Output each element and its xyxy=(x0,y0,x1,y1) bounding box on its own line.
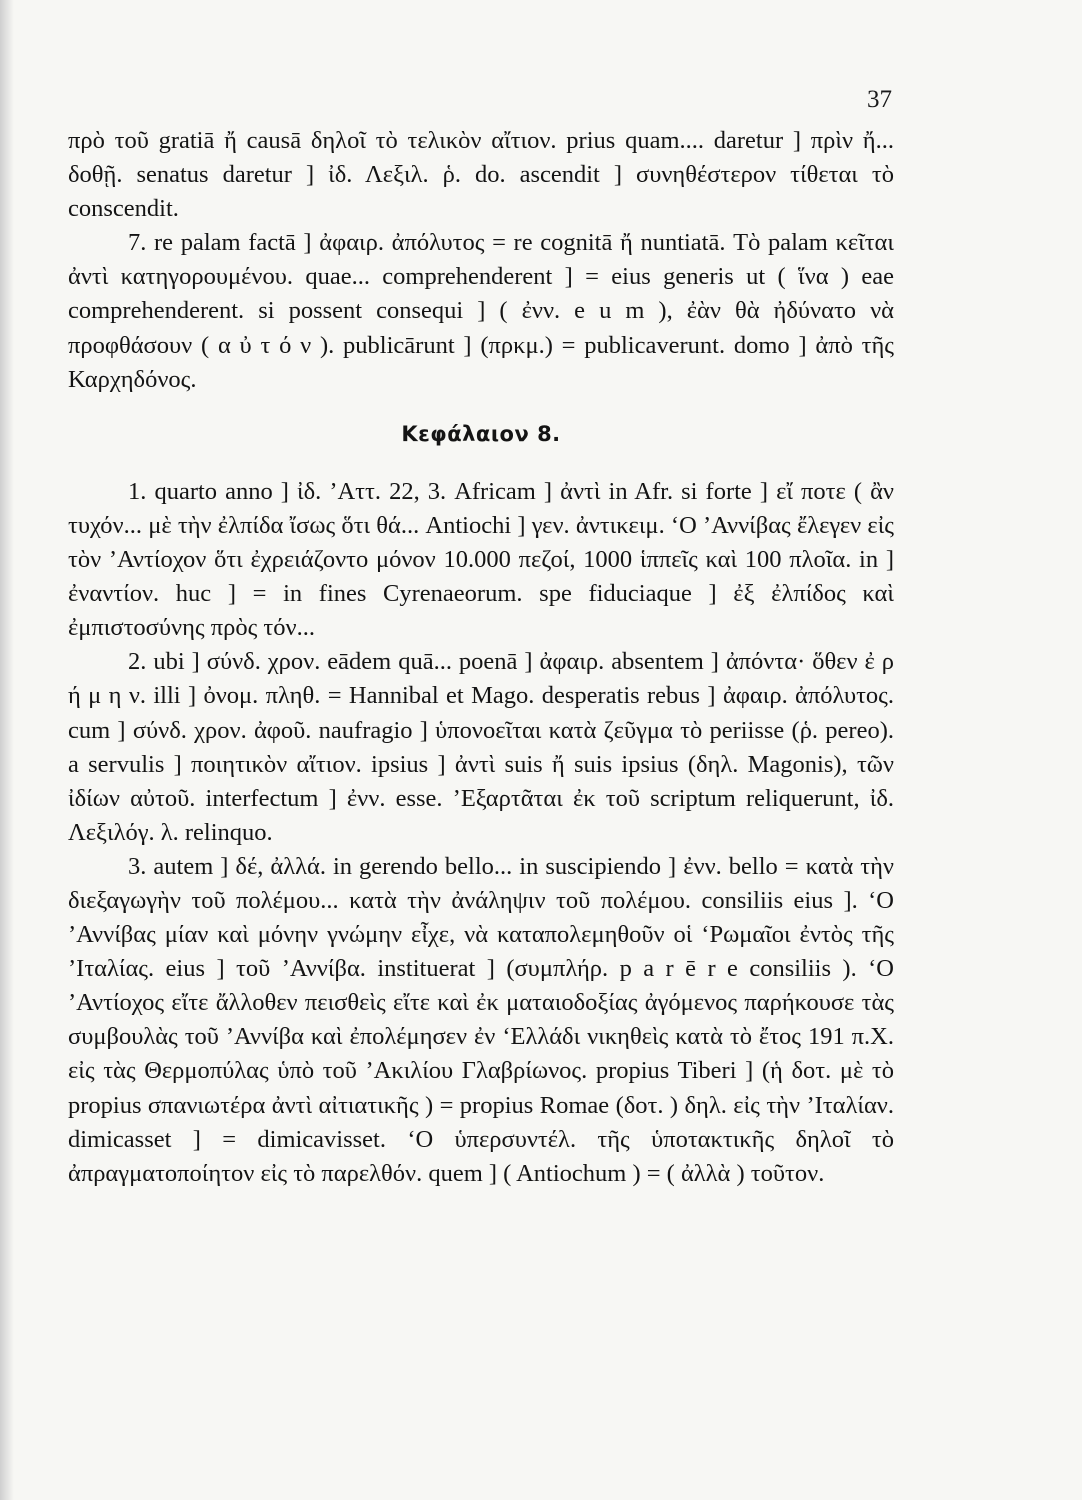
paragraph-note-3: 3. autem ] δέ, ἀλλά. in gerendo bello... in suscipiendo ] ἐνν. bello = κατὰ τὴν διεξαγωγὴν τοῦ πολέμου... κατὰ τὴν ἀνάληψιν τοῦ πολέμου. consiliis eius ]. ‘Ο ’Αννίβας μίαν καὶ μόνην γνώμην εἶχε, νὰ καταπολεμηθοῦν οἱ ‘Ρωμαῖοι ἐντὸς τῆς ’Ιταλίας. eius ] τοῦ ’Αννίβα. instituerat ] (συμπλήρ. p a r ē r e consiliis ). ‘Ο ’Αντίοχος εἴτε ἄλλοθεν πεισθεὶς εἴτε καὶ ἐκ ματαιοδοξίας ἀγόμενος παρήκουσε τὰς συμβουλὰς τοῦ ’Αννίβα καὶ ἐπολέμησεν ἐν ‘Ελλάδι νικηθεὶς κατὰ τὸ ἔτος 191 π.Χ. εἰς τὰς Θερμοπύλας ὑπὸ τοῦ ’Ακιλίου Γλαβρίωνος. propius Tiberi ] (ἡ δοτ. μὲ τὸ propius σπανιωτέρα ἀντὶ αἰτιατικῆς ) = propius Romae (δοτ. ) δηλ. εἰς τὴν ’Ιταλίαν. dimicasset ] = dimicavisset. ‘Ο ὑπερσυντέλ. τῆς ὑποτακτικῆς δηλοῖ τὸ ἀπραγματοποίητον εἰς τὸ παρελθόν. quem ] ( Antiochum ) = ( ἀλλὰ ) τοῦτον. xyxy=(68,852,894,1187)
paragraph-note-2: 2. ubi ] σύνδ. χρον. eādem quā... poenā ] ἀφαιρ. absentem ] ἀπόντα· ὅθεν ἐ ρ ή μ η ν. illi ] ὀνομ. πληθ. = Hannibal et Mago. desperatis rebus ] ἀφαιρ. ἀπόλυτος. cum ] σύνδ. χρον. ἀφοῦ. naufragio ] ὑπονοεῖται κατὰ ζεῦγμα τὸ periisse (ῥ. pereo). a servulis ] ποιητικὸν αἴτιον. ipsius ] ἀντὶ suis ἤ suis ipsius (δηλ. Magonis), τῶν ἰδίων αὐτοῦ. interfectum ] ἐνν. esse. ’Εξαρτᾶται ἐκ τοῦ scriptum reliquerunt, ἰδ. Λεξιλόγ. λ. relinquo. xyxy=(68,648,894,846)
paragraph-continuation: πρὸ τοῦ gratiā ἤ causā δηλοῖ τὸ τελικὸν αἴτιον. prius quam.... daretur ] πρὶν ἤ... δοθῇ. senatus daretur ] ἰδ. Λεξιλ. ῥ. do. ascendit ] συνηθέστερον τίθεται τὸ conscendit. xyxy=(68,127,894,223)
page-edge-shadow xyxy=(0,0,14,1500)
paragraph-note-7: 7. re palam factā ] ἀφαιρ. ἀπόλυτος = re cognitā ἤ nuntiatā. Τὸ palam κεῖται ἀντὶ κατηγορουμένου. quae... comprehenderent ] = eius generis ut ( ἵνα ) eae comprehenderent. si possent consequi ] ( ἐνν. e u m ), ἐὰν θὰ ἠδύνατο νὰ προφθάσουν ( α ὐ τ ό ν ). publicārunt ] (πρκμ.) = publicaverunt. domo ] ἀπὸ τῆς Καρχηδόνος. xyxy=(68,229,894,393)
page-number: 37 xyxy=(867,86,892,113)
chapter-heading: Κεφάλαιον 8. xyxy=(401,421,561,446)
paragraph-note-1: 1. quarto anno ] ἰδ. ’Αττ. 22, 3. Africam ] ἀντὶ in Afr. si forte ] εἴ ποτε ( ἂν τυχόν... μὲ τὴν ἐλπίδα ἴσως ὅτι θά... Antiochi ] γεν. ἀντικειμ. ‘Ο ’Αννίβας ἔλεγεν εἰς τὸν ’Αντίοχον ὅτι ἐχρειάζοντο μόνον 10.000 πεζοί, 1000 ἱππεῖς καὶ 100 πλοῖα. in ] ἐναντίον. huc ] = in fines Cyrenaeorum. spe fiduciaque ] ἐξ ἐλπίδος καὶ ἐμπιστοσύνης πρὸς τόν... xyxy=(68,477,894,642)
commentary-text xyxy=(68,124,894,1191)
